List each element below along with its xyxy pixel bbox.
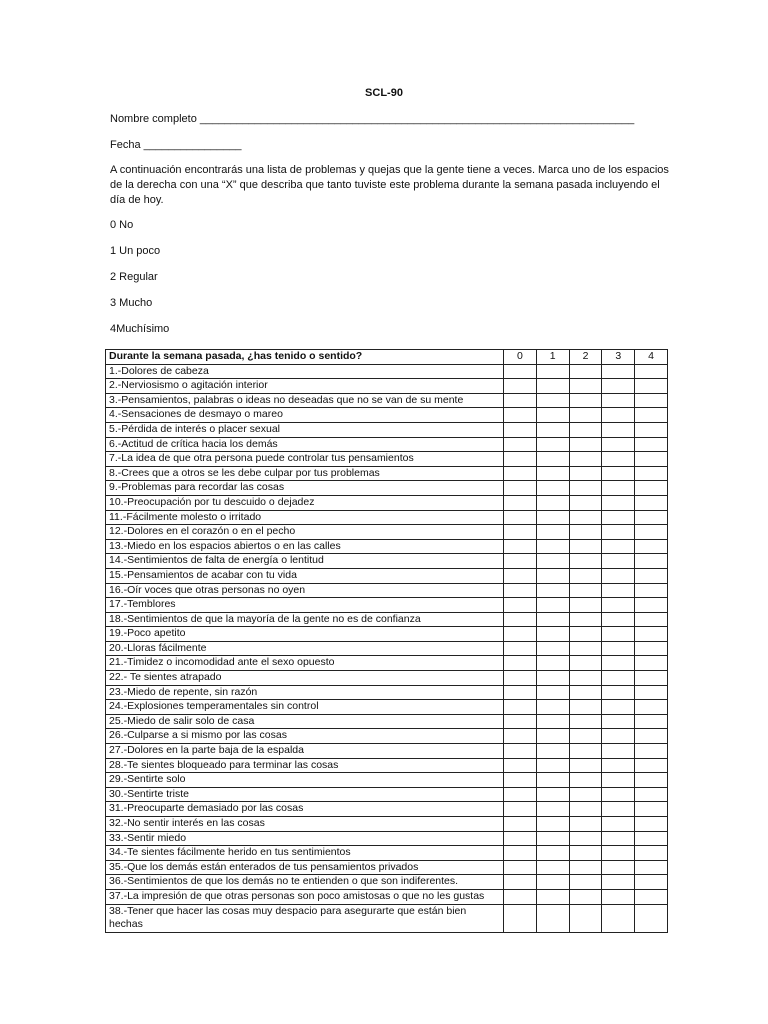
answer-cell-2[interactable]	[569, 744, 602, 759]
answer-cell-0[interactable]	[504, 817, 537, 832]
answer-cell-1[interactable]	[536, 554, 569, 569]
answer-cell-3[interactable]	[602, 773, 635, 788]
item-label: 36.-Sentimientos de que los demás no te entienden o que son indiferentes.	[106, 875, 504, 890]
answer-cell-1[interactable]	[536, 831, 569, 846]
answer-cell-4[interactable]	[635, 525, 668, 540]
scale-option-1: 1 Un poco	[110, 245, 161, 257]
answer-cell-2[interactable]	[569, 758, 602, 773]
answer-cell-2[interactable]	[569, 685, 602, 700]
answer-cell-1[interactable]	[536, 364, 569, 379]
column-header-4: 4	[635, 350, 668, 365]
answer-cell-3[interactable]	[602, 700, 635, 715]
answer-cell-0[interactable]	[504, 568, 537, 583]
answer-cell-0[interactable]	[504, 802, 537, 817]
table-row	[106, 393, 668, 408]
answer-cell-2[interactable]	[569, 875, 602, 890]
table-row	[106, 875, 668, 890]
answer-cell-1[interactable]	[536, 773, 569, 788]
answer-cell-3[interactable]	[602, 889, 635, 904]
answer-cell-4[interactable]	[635, 656, 668, 671]
answer-cell-4[interactable]	[635, 627, 668, 642]
answer-cell-4[interactable]	[635, 583, 668, 598]
table-row	[106, 510, 668, 525]
item-label: 27.-Dolores en la parte baja de la espalda	[106, 744, 504, 759]
answer-cell-0[interactable]	[504, 495, 537, 510]
instructions-paragraph: A continuación encontrarás una lista de problemas y quejas que la gente tiene a veces. Marca uno de los espacios de la derecha con una “X” que describa que tanto tuviste este problema durante la semana pasada incluyendo el día de hoy.	[110, 164, 669, 206]
answer-cell-4[interactable]	[635, 846, 668, 861]
answer-cell-4[interactable]	[635, 422, 668, 437]
answer-cell-2[interactable]	[569, 364, 602, 379]
scale-option-3: 3 Mucho	[110, 297, 153, 309]
answer-cell-0[interactable]	[504, 860, 537, 875]
answer-cell-3[interactable]	[602, 598, 635, 613]
answer-cell-4[interactable]	[635, 481, 668, 496]
item-label: 33.-Sentir miedo	[106, 831, 504, 846]
answer-cell-2[interactable]	[569, 525, 602, 540]
answer-cell-3[interactable]	[602, 408, 635, 423]
answer-cell-0[interactable]	[504, 408, 537, 423]
answer-cell-0[interactable]	[504, 364, 537, 379]
answer-cell-1[interactable]	[536, 846, 569, 861]
answer-cell-2[interactable]	[569, 671, 602, 686]
answer-cell-0[interactable]	[504, 656, 537, 671]
item-label: 7.-La idea de que otra persona puede controlar tus pensamientos	[106, 452, 504, 467]
answer-cell-3[interactable]	[602, 612, 635, 627]
answer-cell-0[interactable]	[504, 889, 537, 904]
answer-cell-3[interactable]	[602, 656, 635, 671]
item-label: 15.-Pensamientos de acabar con tu vida	[106, 568, 504, 583]
answer-cell-0[interactable]	[504, 612, 537, 627]
answer-cell-3[interactable]	[602, 671, 635, 686]
answer-cell-1[interactable]	[536, 495, 569, 510]
answer-cell-0[interactable]	[504, 510, 537, 525]
table-row	[106, 656, 668, 671]
column-header-0: 0	[504, 350, 537, 365]
page-title: SCL-90	[365, 87, 403, 99]
answer-cell-2[interactable]	[569, 583, 602, 598]
item-label: 6.-Actitud de crítica hacia los demás	[106, 437, 504, 452]
answer-cell-1[interactable]	[536, 452, 569, 467]
answer-cell-4[interactable]	[635, 539, 668, 554]
table-row	[106, 904, 668, 932]
answer-cell-2[interactable]	[569, 481, 602, 496]
answer-cell-4[interactable]	[635, 437, 668, 452]
answer-cell-4[interactable]	[635, 671, 668, 686]
answer-cell-0[interactable]	[504, 525, 537, 540]
answer-cell-1[interactable]	[536, 817, 569, 832]
answer-cell-2[interactable]	[569, 393, 602, 408]
answer-cell-3[interactable]	[602, 437, 635, 452]
answer-cell-2[interactable]	[569, 889, 602, 904]
item-label: 26.-Culparse a si mismo por las cosas	[106, 729, 504, 744]
answer-cell-2[interactable]	[569, 379, 602, 394]
answer-cell-0[interactable]	[504, 744, 537, 759]
table-row	[106, 583, 668, 598]
scale-option-0: 0 No	[110, 219, 134, 231]
answer-cell-0[interactable]	[504, 437, 537, 452]
answer-cell-1[interactable]	[536, 744, 569, 759]
answer-cell-4[interactable]	[635, 685, 668, 700]
answer-cell-1[interactable]	[536, 568, 569, 583]
answer-cell-1[interactable]	[536, 481, 569, 496]
answer-cell-2[interactable]	[569, 452, 602, 467]
answer-cell-3[interactable]	[602, 379, 635, 394]
answer-cell-2[interactable]	[569, 568, 602, 583]
table-row	[106, 802, 668, 817]
answer-cell-0[interactable]	[504, 393, 537, 408]
answer-cell-2[interactable]	[569, 656, 602, 671]
answer-cell-1[interactable]	[536, 860, 569, 875]
answer-cell-0[interactable]	[504, 846, 537, 861]
answer-cell-4[interactable]	[635, 729, 668, 744]
answer-cell-1[interactable]	[536, 904, 569, 932]
answer-cell-3[interactable]	[602, 554, 635, 569]
answer-cell-3[interactable]	[602, 568, 635, 583]
item-label: 8.-Crees que a otros se les debe culpar por tus problemas	[106, 466, 504, 481]
item-label: 24.-Explosiones temperamentales sin control	[106, 700, 504, 715]
answer-cell-4[interactable]	[635, 568, 668, 583]
answer-cell-3[interactable]	[602, 539, 635, 554]
item-label: 10.-Preocupación por tu descuido o dejadez	[106, 495, 504, 510]
answer-cell-2[interactable]	[569, 612, 602, 627]
answer-cell-2[interactable]	[569, 714, 602, 729]
answer-cell-0[interactable]	[504, 641, 537, 656]
answer-cell-4[interactable]	[635, 817, 668, 832]
answer-cell-1[interactable]	[536, 889, 569, 904]
item-label: 34.-Te sientes fácilmente herido en tus sentimientos	[106, 846, 504, 861]
item-label: 16.-Oír voces que otras personas no oyen	[106, 583, 504, 598]
answer-cell-2[interactable]	[569, 831, 602, 846]
answer-cell-1[interactable]	[536, 875, 569, 890]
table-row	[106, 568, 668, 583]
answer-cell-4[interactable]	[635, 641, 668, 656]
answer-cell-4[interactable]	[635, 904, 668, 932]
table-row	[106, 860, 668, 875]
table-row	[106, 846, 668, 861]
answer-cell-4[interactable]	[635, 744, 668, 759]
answer-cell-4[interactable]	[635, 379, 668, 394]
item-label: 2.-Nerviosismo o agitación interior	[106, 379, 504, 394]
item-label: 1.-Dolores de cabeza	[106, 364, 504, 379]
item-label: 35.-Que los demás están enterados de tus pensamientos privados	[106, 860, 504, 875]
answer-cell-2[interactable]	[569, 627, 602, 642]
answer-cell-3[interactable]	[602, 452, 635, 467]
column-header-1: 1	[536, 350, 569, 365]
answer-cell-1[interactable]	[536, 758, 569, 773]
answer-cell-0[interactable]	[504, 466, 537, 481]
answer-cell-2[interactable]	[569, 466, 602, 481]
table-row	[106, 641, 668, 656]
answer-cell-0[interactable]	[504, 758, 537, 773]
answer-cell-1[interactable]	[536, 583, 569, 598]
table-row	[106, 495, 668, 510]
answer-cell-3[interactable]	[602, 641, 635, 656]
answer-cell-0[interactable]	[504, 583, 537, 598]
answer-cell-1[interactable]	[536, 787, 569, 802]
answer-cell-2[interactable]	[569, 495, 602, 510]
table-row	[106, 364, 668, 379]
answer-cell-4[interactable]	[635, 889, 668, 904]
answer-cell-1[interactable]	[536, 539, 569, 554]
answer-cell-0[interactable]	[504, 685, 537, 700]
answer-cell-2[interactable]	[569, 422, 602, 437]
answer-cell-3[interactable]	[602, 495, 635, 510]
item-label: 30.-Sentirte triste	[106, 787, 504, 802]
answer-cell-1[interactable]	[536, 802, 569, 817]
answer-cell-4[interactable]	[635, 802, 668, 817]
column-header-3: 3	[602, 350, 635, 365]
item-label: 23.-Miedo de repente, sin razón	[106, 685, 504, 700]
answer-cell-1[interactable]	[536, 466, 569, 481]
answer-cell-2[interactable]	[569, 510, 602, 525]
table-row	[106, 831, 668, 846]
answer-cell-4[interactable]	[635, 773, 668, 788]
answer-cell-1[interactable]	[536, 393, 569, 408]
answer-cell-2[interactable]	[569, 539, 602, 554]
item-label: 17.-Temblores	[106, 598, 504, 613]
answer-cell-1[interactable]	[536, 714, 569, 729]
answer-cell-4[interactable]	[635, 875, 668, 890]
answer-cell-1[interactable]	[536, 379, 569, 394]
item-label: 32.-No sentir interés en las cosas	[106, 817, 504, 832]
answer-cell-4[interactable]	[635, 510, 668, 525]
answer-cell-4[interactable]	[635, 598, 668, 613]
table-row	[106, 422, 668, 437]
answer-cell-4[interactable]	[635, 700, 668, 715]
answer-cell-1[interactable]	[536, 729, 569, 744]
answer-cell-3[interactable]	[602, 729, 635, 744]
answer-cell-3[interactable]	[602, 904, 635, 932]
table-row	[106, 452, 668, 467]
answer-cell-4[interactable]	[635, 860, 668, 875]
answer-cell-0[interactable]	[504, 700, 537, 715]
table-header-question: Durante la semana pasada, ¿has tenido o sentido?	[106, 350, 504, 365]
answer-cell-3[interactable]	[602, 846, 635, 861]
answer-cell-4[interactable]	[635, 831, 668, 846]
item-label: 13.-Miedo en los espacios abiertos o en las calles	[106, 539, 504, 554]
answer-cell-3[interactable]	[602, 758, 635, 773]
answer-cell-4[interactable]	[635, 787, 668, 802]
table-row	[106, 466, 668, 481]
answer-cell-4[interactable]	[635, 495, 668, 510]
table-header-row	[106, 350, 668, 365]
table-row	[106, 744, 668, 759]
answer-cell-3[interactable]	[602, 787, 635, 802]
item-label: 14.-Sentimientos de falta de energía o lentitud	[106, 554, 504, 569]
answer-cell-2[interactable]	[569, 408, 602, 423]
item-label: 3.-Pensamientos, palabras o ideas no deseadas que no se van de su mente	[106, 393, 504, 408]
answer-cell-3[interactable]	[602, 393, 635, 408]
answer-cell-1[interactable]	[536, 612, 569, 627]
answer-cell-0[interactable]	[504, 714, 537, 729]
answer-cell-2[interactable]	[569, 802, 602, 817]
answer-cell-0[interactable]	[504, 598, 537, 613]
table-row	[106, 758, 668, 773]
table-row	[106, 598, 668, 613]
item-label: 38.-Tener que hacer las cosas muy despacio para asegurarte que están bien hechas	[106, 904, 504, 932]
answer-cell-1[interactable]	[536, 510, 569, 525]
answer-cell-3[interactable]	[602, 817, 635, 832]
answer-cell-3[interactable]	[602, 714, 635, 729]
answer-cell-3[interactable]	[602, 364, 635, 379]
scale-option-4: 4Muchísimo	[110, 323, 170, 335]
name-field[interactable]: Nombre completo _______________________________________________________________________	[110, 113, 635, 125]
item-label: 20.-Lloras fácilmente	[106, 641, 504, 656]
answer-cell-3[interactable]	[602, 875, 635, 890]
item-label: 22.- Te sientes atrapado	[106, 671, 504, 686]
item-label: 9.-Problemas para recordar las cosas	[106, 481, 504, 496]
answer-cell-3[interactable]	[602, 525, 635, 540]
answer-cell-2[interactable]	[569, 598, 602, 613]
answer-cell-0[interactable]	[504, 875, 537, 890]
answer-cell-0[interactable]	[504, 379, 537, 394]
table-row	[106, 379, 668, 394]
answer-cell-2[interactable]	[569, 787, 602, 802]
answer-cell-1[interactable]	[536, 671, 569, 686]
answer-cell-1[interactable]	[536, 408, 569, 423]
symptom-table	[105, 349, 668, 933]
table-row	[106, 539, 668, 554]
table-row	[106, 481, 668, 496]
answer-cell-0[interactable]	[504, 671, 537, 686]
answer-cell-1[interactable]	[536, 627, 569, 642]
answer-cell-2[interactable]	[569, 641, 602, 656]
item-label: 29.-Sentirte solo	[106, 773, 504, 788]
item-label: 11.-Fácilmente molesto o irritado	[106, 510, 504, 525]
answer-cell-3[interactable]	[602, 481, 635, 496]
answer-cell-0[interactable]	[504, 539, 537, 554]
answer-cell-2[interactable]	[569, 437, 602, 452]
answer-cell-4[interactable]	[635, 393, 668, 408]
answer-cell-0[interactable]	[504, 831, 537, 846]
answer-cell-0[interactable]	[504, 773, 537, 788]
table-row	[106, 612, 668, 627]
scale-option-2: 2 Regular	[110, 271, 158, 283]
answer-cell-4[interactable]	[635, 714, 668, 729]
answer-cell-0[interactable]	[504, 481, 537, 496]
item-label: 12.-Dolores en el corazón o en el pecho	[106, 525, 504, 540]
answer-cell-0[interactable]	[504, 729, 537, 744]
table-row	[106, 817, 668, 832]
item-label: 37.-La impresión de que otras personas son poco amistosas o que no les gustas	[106, 889, 504, 904]
answer-cell-3[interactable]	[602, 510, 635, 525]
item-label: 25.-Miedo de salir solo de casa	[106, 714, 504, 729]
answer-cell-3[interactable]	[602, 583, 635, 598]
item-label: 21.-Timidez o incomodidad ante el sexo opuesto	[106, 656, 504, 671]
date-field[interactable]: Fecha ________________	[110, 139, 242, 151]
table-row	[106, 437, 668, 452]
table-row	[106, 627, 668, 642]
answer-cell-4[interactable]	[635, 408, 668, 423]
table-row	[106, 773, 668, 788]
item-label: 4.-Sensaciones de desmayo o mareo	[106, 408, 504, 423]
answer-cell-1[interactable]	[536, 656, 569, 671]
item-label: 18.-Sentimientos de que la mayoría de la gente no es de confianza	[106, 612, 504, 627]
answer-cell-3[interactable]	[602, 802, 635, 817]
answer-cell-2[interactable]	[569, 700, 602, 715]
answer-cell-1[interactable]	[536, 422, 569, 437]
answer-cell-1[interactable]	[536, 641, 569, 656]
answer-cell-4[interactable]	[635, 758, 668, 773]
table-row	[106, 787, 668, 802]
answer-cell-0[interactable]	[504, 554, 537, 569]
answer-cell-2[interactable]	[569, 904, 602, 932]
answer-cell-4[interactable]	[635, 554, 668, 569]
answer-cell-1[interactable]	[536, 685, 569, 700]
answer-cell-3[interactable]	[602, 860, 635, 875]
table-row	[106, 889, 668, 904]
table-row	[106, 685, 668, 700]
answer-cell-3[interactable]	[602, 744, 635, 759]
answer-cell-2[interactable]	[569, 846, 602, 861]
answer-cell-2[interactable]	[569, 554, 602, 569]
answer-cell-1[interactable]	[536, 525, 569, 540]
answer-cell-0[interactable]	[504, 422, 537, 437]
item-label: 31.-Preocuparte demasiado por las cosas	[106, 802, 504, 817]
answer-cell-3[interactable]	[602, 422, 635, 437]
answer-cell-2[interactable]	[569, 729, 602, 744]
answer-cell-4[interactable]	[635, 466, 668, 481]
table-row	[106, 671, 668, 686]
answer-cell-4[interactable]	[635, 452, 668, 467]
item-label: 28.-Te sientes bloqueado para terminar las cosas	[106, 758, 504, 773]
answer-cell-3[interactable]	[602, 466, 635, 481]
answer-cell-2[interactable]	[569, 817, 602, 832]
answer-cell-0[interactable]	[504, 904, 537, 932]
answer-cell-2[interactable]	[569, 773, 602, 788]
table-row	[106, 729, 668, 744]
table-row	[106, 714, 668, 729]
table-row	[106, 554, 668, 569]
answer-cell-2[interactable]	[569, 860, 602, 875]
answer-cell-4[interactable]	[635, 612, 668, 627]
answer-cell-1[interactable]	[536, 700, 569, 715]
table-row	[106, 408, 668, 423]
answer-cell-3[interactable]	[602, 831, 635, 846]
item-label: 19.-Poco apetito	[106, 627, 504, 642]
column-header-2: 2	[569, 350, 602, 365]
answer-cell-1[interactable]	[536, 437, 569, 452]
answer-cell-3[interactable]	[602, 627, 635, 642]
answer-cell-0[interactable]	[504, 452, 537, 467]
answer-cell-0[interactable]	[504, 787, 537, 802]
answer-cell-4[interactable]	[635, 364, 668, 379]
table-row	[106, 525, 668, 540]
answer-cell-0[interactable]	[504, 627, 537, 642]
table-row	[106, 700, 668, 715]
item-label: 5.-Pérdida de interés o placer sexual	[106, 422, 504, 437]
answer-cell-1[interactable]	[536, 598, 569, 613]
answer-cell-3[interactable]	[602, 685, 635, 700]
